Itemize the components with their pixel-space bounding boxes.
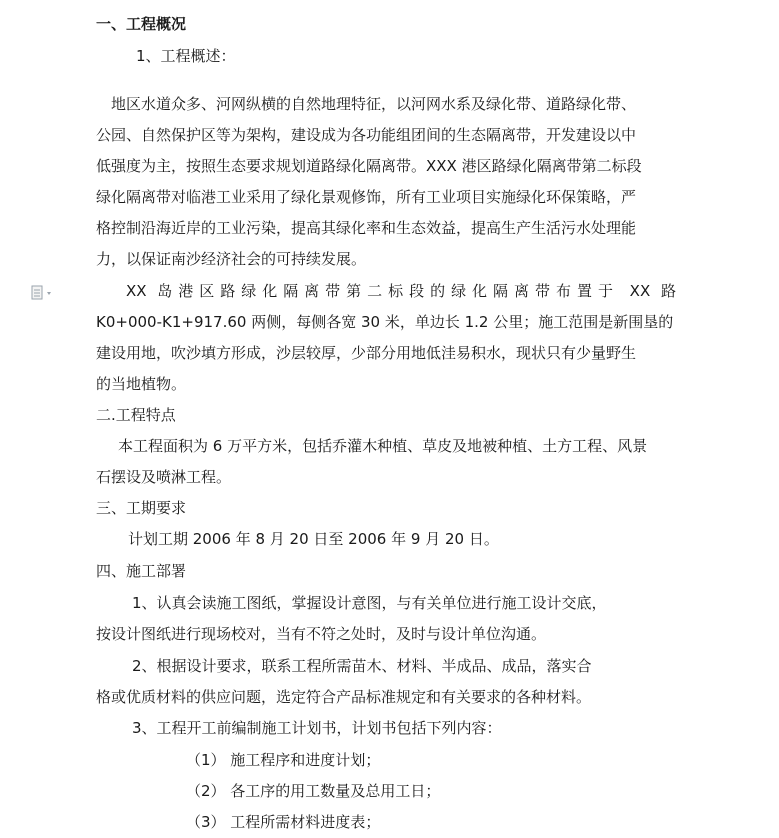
para2-line-1: XX 岛港区路绿化隔离带第二标段的绿化隔离带布置于 XX 路 (126, 282, 676, 300)
section-heading-features: 二.工程特点 (96, 406, 176, 424)
item2-line-1: 2、根据设计要求，联系工程所需苗木、材料、半成品、成品，落实合 (132, 657, 592, 675)
section-heading-deployment: 四、施工部署 (96, 562, 187, 580)
para2-line-3: 建设用地，吹沙填方形成，沙层较厚，少部分用地低洼易积水，现状只有少量野生 (96, 344, 637, 362)
para1-line-2: 公园、自然保护区等为架构，建设成为各功能组团间的生态隔离带，开发建设以中 (96, 126, 637, 144)
sub-item-2: （2） 各工序的用工数量及总用工日； (186, 782, 441, 800)
para1-line-5: 格控制沿海近岸的工业污染，提高其绿化率和生态效益，提高生产生活污水处理能 (96, 219, 637, 237)
item3-line: 3、工程开工前编制施工计划书，计划书包括下列内容： (132, 719, 502, 737)
para2-line-2: K0+000-K1+917.60 两侧，每侧各宽 30 米，单边长 1.2 公里；施工范围是新围垦的 (96, 313, 674, 331)
para3-line-2: 石摆设及喷淋工程。 (96, 468, 232, 486)
para1-line-4: 绿化隔离带对临港工业采用了绿化景观修饰，所有工业项目实施绿化环保策略，严 (96, 188, 637, 206)
para2-line-4: 的当地植物。 (96, 375, 187, 393)
sub-item-3: （3） 工程所需材料进度表； (186, 813, 381, 831)
item1-line-2: 按设计图纸进行现场校对，当有不符之处时，及时与设计单位沟通。 (96, 625, 547, 643)
sub-item-1: （1） 施工程序和进度计划； (186, 751, 381, 769)
item1-line-1: 1、认真会读施工图纸，掌握设计意图，与有关单位进行施工设计交底， (132, 594, 607, 612)
section-heading-schedule: 三、工期要求 (96, 499, 187, 517)
subheading-overview: 1、工程概述： (136, 47, 236, 65)
para1-line-3: 低强度为主，按照生态要求规划道路绿化隔离带。XXX 港区路绿化隔离带第二标段 (96, 157, 642, 175)
item2-line-2: 格或优质材料的供应问题，选定符合产品标准规定和有关要求的各种材料。 (96, 688, 592, 706)
para3-line-1: 本工程面积为 6 万平方米，包括乔灌木种植、草皮及地被种植、土方工程、风景 (118, 437, 648, 455)
para1-line-6: 力，以保证南沙经济社会的可持续发展。 (96, 250, 367, 268)
paragraph-marker-icon[interactable] (30, 284, 56, 302)
schedule-text: 计划工期 2006 年 8 月 20 日至 2006 年 9 月 20 日。 (128, 530, 499, 548)
para1-line-1: 地区水道众多、河网纵横的自然地理特征，以河网水系及绿化带、道路绿化带、 (111, 95, 637, 113)
section-heading-overview: 一、工程概况 (96, 15, 187, 33)
